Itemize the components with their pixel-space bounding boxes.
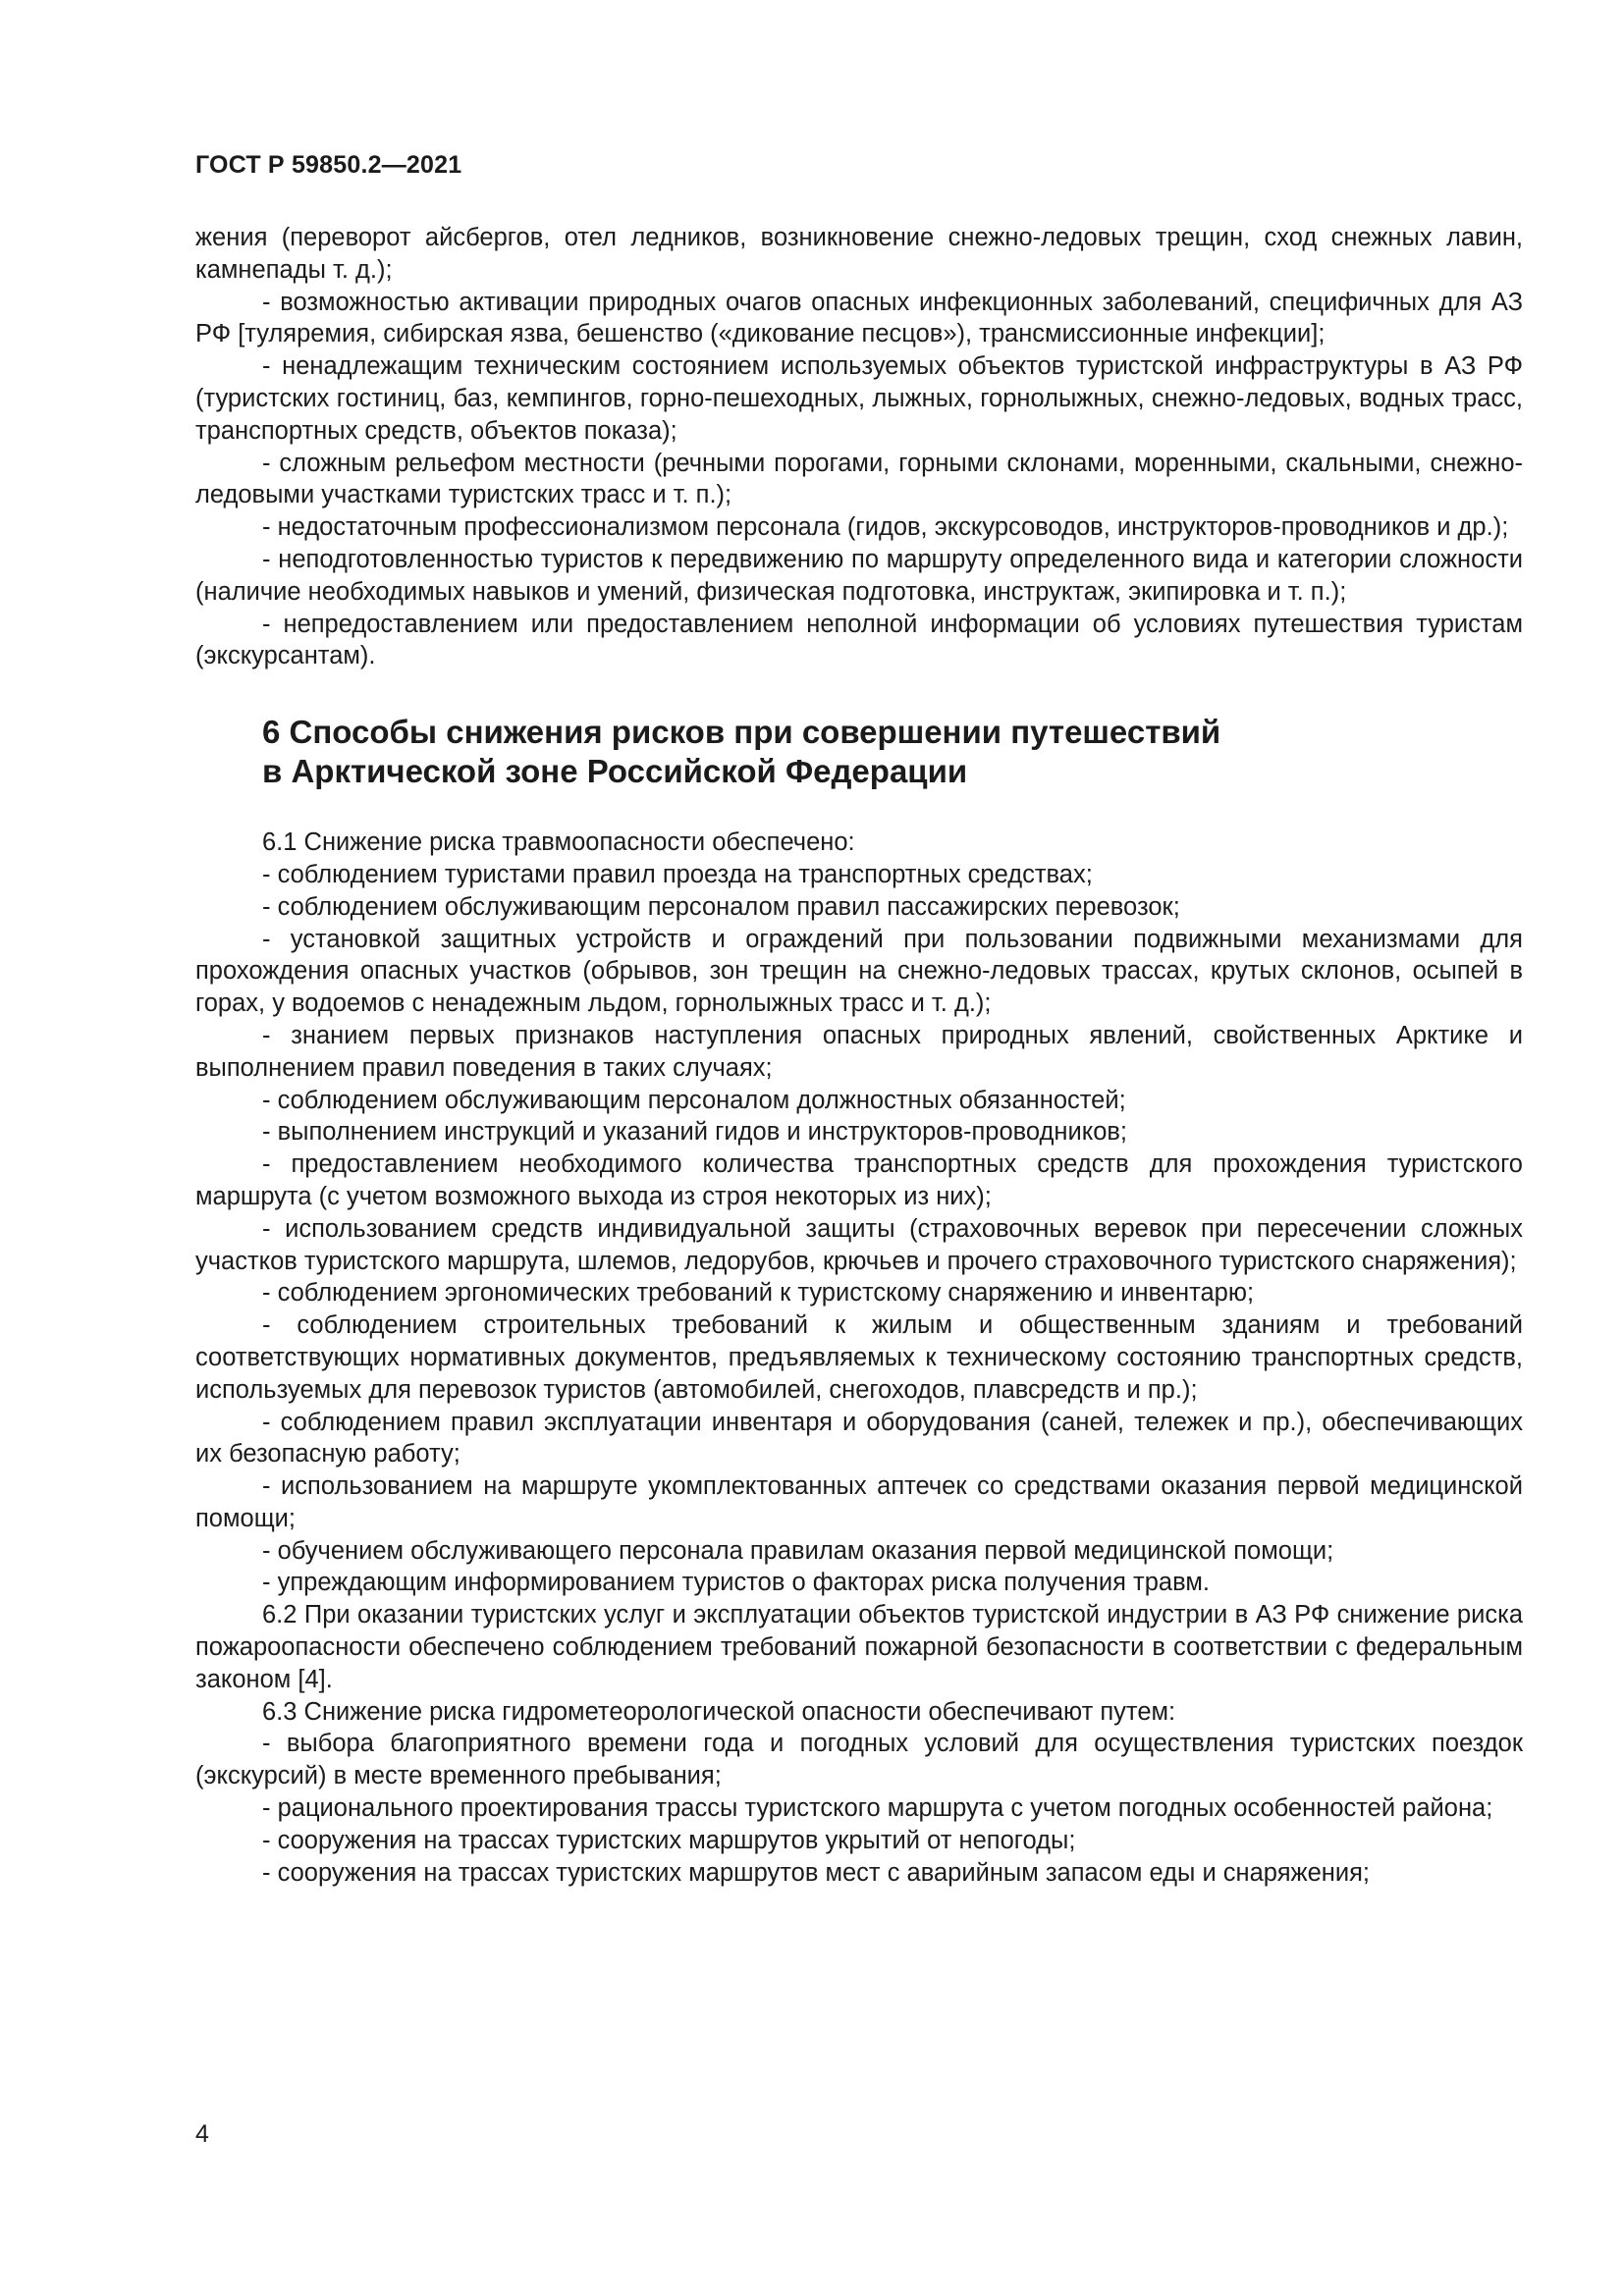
document-code-header: ГОСТ Р 59850.2—2021 — [195, 151, 462, 179]
list-item: - соблюдением правил эксплуатации инвентаря и оборудования (саней, тележек и пр.), обеспечивающих их безопасную работу; — [195, 1408, 1523, 1468]
list-item: - возможностью активации природных очагов опасных инфекционных заболеваний, специфичных для АЗ РФ [туляремия, сибирская язва, бешенство («дикование песцов»), трансмиссионные инфекции]; — [195, 288, 1523, 348]
continued-paragraph: жения (переворот айсбергов, отел ледников, возникновение снежно-ледовых трещин, сход снежных лавин, камнепады т. д.); — [195, 224, 1523, 284]
list-item: - неподготовленностью туристов к передвижению по маршруту определенного вида и категории сложности (наличие необходимых навыков и умений, физическая подготовка, инструктаж, экипировка и т. п.); — [195, 545, 1523, 606]
list-item: - соблюдением обслуживающим персоналом должностных обязанностей; — [262, 1086, 1126, 1114]
section-title-line: в Арктической зоне Российской Федерации — [262, 753, 968, 790]
list-item: - знанием первых признаков наступления опасных природных явлений, свойственных Арктике и выполнением правил поведения в таких случаях; — [195, 1021, 1523, 1082]
list-item: - установкой защитных устройств и ограждений при пользовании подвижными механизмами для прохождения опасных участков (обрывов, зон трещин на снежно-ледовых трассах, крутых склонов, осыпей в горах, у водоемов с ненадежным льдом, горнолыжных трасс и т. д.); — [195, 925, 1523, 1018]
list-item: - соблюдением строительных требований к жилым и общественным зданиям и требований соответствующих нормативных документов, предъявляемых к техническому состоянию транспортных средств, используемых для перевозок туристов (автомобилей, снегоходов, плавсредств и пр.); — [195, 1311, 1523, 1404]
list-item: - рационального проектирования трассы туристского маршрута с учетом погодных особенностей района; — [262, 1794, 1493, 1823]
list-item: - недостаточным профессионализмом персонала (гидов, экскурсоводов, инструкторов-проводников и др.); — [262, 513, 1509, 542]
page-number: 4 — [195, 2120, 209, 2148]
list-item: - упреждающим информированием туристов о факторах риска получения травм. — [262, 1569, 1210, 1597]
clause-6-3: 6.3 Снижение риска гидрометеорологической опасности обеспечивают путем: — [262, 1697, 1176, 1726]
clause-6-2: 6.2 При оказании туристских услуг и эксплуатации объектов туристской индустрии в АЗ РФ снижение риска пожароопасности обеспечено соблюдением требований пожарной безопасности в соответствии с федеральным законом [4]. — [195, 1601, 1523, 1693]
list-item: - ненадлежащим техническим состоянием используемых объектов туристской инфраструктуры в АЗ РФ (туристских гостиниц, баз, кемпингов, горно-пешеходных, лыжных, горнолыжных, снежно-ледовых, водных трасс, транспортных средств, объектов показа); — [195, 352, 1523, 445]
list-item: - сооружения на трассах туристских маршрутов укрытий от непогоды; — [262, 1826, 1076, 1854]
page-content — [195, 222, 1523, 1889]
list-item: - сложным рельефом местности (речными порогами, горными склонами, моренными, скальными, снежно-ледовыми участками туристских трасс и т. п.); — [195, 449, 1523, 509]
list-item: - обучением обслуживающего персонала правилам оказания первой медицинской помощи; — [262, 1536, 1334, 1565]
list-item: - выполнением инструкций и указаний гидов и инструкторов-проводников; — [262, 1118, 1128, 1147]
clause-6-1: 6.1 Снижение риска травмоопасности обеспечено: — [262, 828, 855, 857]
list-item: - выбора благоприятного времени года и погодных условий для осуществления туристских поездок (экскурсий) в месте временного пребывания; — [195, 1730, 1523, 1790]
list-item: - соблюдением туристами правил проезда на транспортных средствах; — [262, 860, 1093, 888]
section-title-line: 6 Способы снижения рисков при совершении путешествий — [262, 714, 1221, 751]
list-item: - использованием средств индивидуальной защиты (страховочных веревок при пересечении сложных участков туристского маршрута, шлемов, ледорубов, крючьев и прочего страховочного туристского снаряжения); — [195, 1214, 1523, 1275]
list-item: - соблюдением эргономических требований к туристскому снаряжению и инвентарю; — [262, 1279, 1255, 1308]
list-item: - непредоставлением или предоставлением неполной информации об условиях путешествия туристам (экскурсантам). — [195, 610, 1523, 670]
list-item: - предоставлением необходимого количества транспортных средств для прохождения туристского маршрута (с учетом возможного выхода из строя некоторых из них); — [195, 1150, 1523, 1210]
list-item: - использованием на маршруте укомплектованных аптечек со средствами оказания первой медицинской помощи; — [195, 1472, 1523, 1532]
section-6-title — [262, 713, 1523, 791]
list-item: - сооружения на трассах туристских маршрутов мест с аварийным запасом еды и снаряжения; — [262, 1858, 1370, 1887]
list-item: - соблюдением обслуживающим персоналом правил пассажирских перевозок; — [262, 892, 1180, 921]
